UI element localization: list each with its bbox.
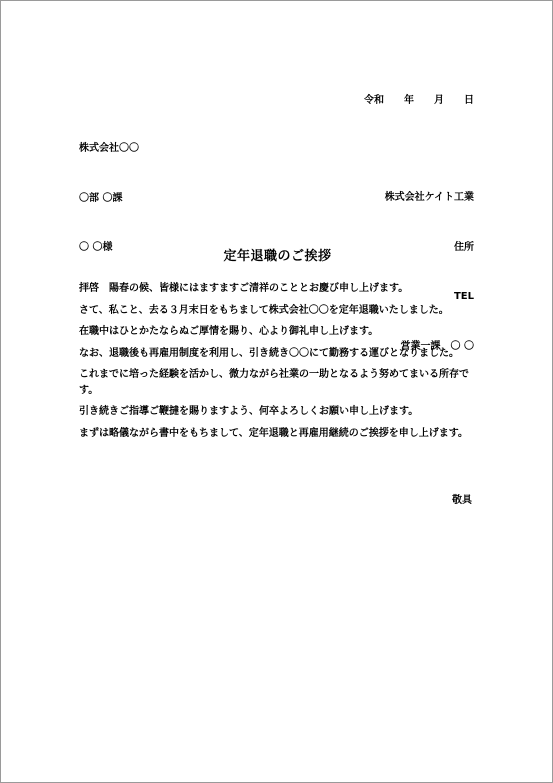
recipient-department: 〇部 〇課: [79, 192, 123, 204]
sender-person: 営業一課 〇 〇: [400, 340, 474, 352]
letter-closing: 敬具: [452, 495, 472, 506]
body-paragraph: 在職中はひとかたならぬご厚情を賜り、心より御礼申し上げます。: [79, 326, 379, 337]
body-paragraph: なお、退職後も再雇用制度を利用し、引き続き〇〇にて勤務する運びとなりました。: [79, 347, 459, 359]
recipient-name: 〇 〇様: [79, 242, 113, 253]
letter-body: [79, 281, 476, 447]
letter-title: 定年退職のご挨拶: [223, 249, 332, 264]
letter-date: 令和 年 月 日: [364, 95, 474, 106]
sender-company: 株式会社ケイト工業: [384, 192, 474, 203]
recipient-company: 株式会社〇〇: [79, 143, 139, 154]
sender-address: 住所: [454, 241, 474, 253]
body-paragraph: これまでに培った経験を活かし、微力ながら社業の一助となるよう努めてまいる所存です。: [79, 369, 469, 396]
body-paragraph: 引き続きご指導ご鞭撻を賜りますよう、何卒よろしくお願い申し上げます。: [79, 406, 419, 417]
body-paragraph: 拝啓 陽春の候、皆様にはますますご清祥のこととお慶び申し上げます。: [79, 283, 409, 294]
sender-tel: TEL: [453, 291, 474, 302]
body-paragraph: まずは略儀ながら書中をもちまして、定年退職と再雇用継続のご挨拶を申し上げます。: [79, 427, 468, 439]
body-paragraph: さて、私こと、去る３月末日をもちまして株式会社〇〇を定年退職いたしました。: [79, 304, 449, 316]
